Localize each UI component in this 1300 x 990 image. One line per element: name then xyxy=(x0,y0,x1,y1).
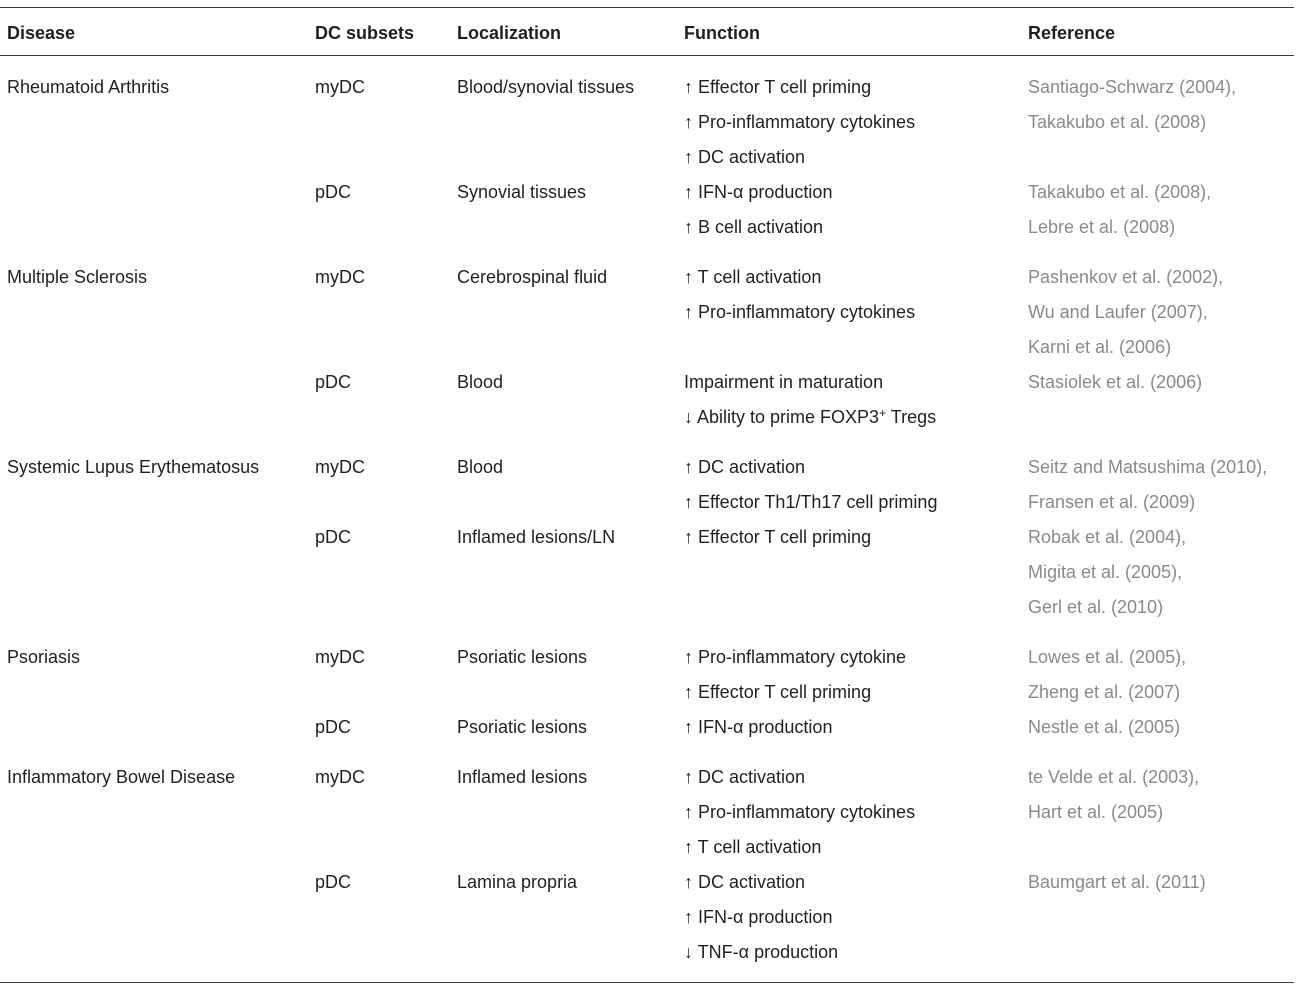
function-item: ↑ Pro-inflammatory cytokine xyxy=(684,647,907,667)
reference-item: Zheng et al. (2007) xyxy=(1028,682,1181,703)
disease-cell: Psoriasis xyxy=(7,647,81,667)
reference-item: Nestle et al. (2005) xyxy=(1028,717,1181,737)
reference-item: Baumgart et al. (2011) xyxy=(1028,872,1206,892)
localization-cell: Psoriatic lesions xyxy=(457,717,588,737)
function-item: ↑ Effector T cell priming xyxy=(684,682,872,703)
dc-subset-cell: myDC xyxy=(315,767,365,787)
localization-cell: Inflamed lesions/LN xyxy=(457,527,616,547)
function-item: ↓ TNF-α production xyxy=(684,942,839,963)
dc-subset-cell: myDC xyxy=(315,267,365,287)
function-item: ↓ Ability to prime FOXP3+ Tregs xyxy=(684,406,937,428)
reference-item: Pashenkov et al. (2002), xyxy=(1028,267,1224,287)
function-item: ↑ B cell activation xyxy=(684,217,824,238)
function-item: ↑ T cell activation xyxy=(684,267,822,287)
reference-item: Stasiolek et al. (2006) xyxy=(1028,372,1203,392)
disease-cell: Multiple Sclerosis xyxy=(7,267,148,287)
function-item: ↑ DC activation xyxy=(684,457,806,477)
header-localization: Localization xyxy=(457,23,562,43)
dc-subset-cell: myDC xyxy=(315,77,365,97)
function-item: ↑ DC activation xyxy=(684,767,806,787)
reference-item: Karni et al. (2006) xyxy=(1028,337,1172,358)
reference-item: Hart et al. (2005) xyxy=(1028,802,1164,823)
localization-cell: Inflamed lesions xyxy=(457,767,588,787)
reference-item: Lebre et al. (2008) xyxy=(1028,217,1176,238)
disease-cell: Systemic Lupus Erythematosus xyxy=(7,457,260,477)
reference-item: te Velde et al. (2003), xyxy=(1028,767,1200,787)
function-item: ↑ Effector T cell priming xyxy=(684,527,872,547)
reference-item: Gerl et al. (2010) xyxy=(1028,597,1164,618)
reference-item: Seitz and Matsushima (2010), xyxy=(1028,457,1268,477)
reference-item: Migita et al. (2005), xyxy=(1028,562,1183,583)
function-item: ↑ IFN-α production xyxy=(684,717,833,737)
dc-subset-cell: pDC xyxy=(315,182,352,202)
reference-item: Santiago-Schwarz (2004), xyxy=(1028,77,1237,97)
localization-cell: Psoriatic lesions xyxy=(457,647,588,667)
reference-item: Takakubo et al. (2008) xyxy=(1028,112,1207,133)
dc-subset-cell: pDC xyxy=(315,872,352,892)
localization-cell: Synovial tissues xyxy=(457,182,587,202)
dc-subset-cell: pDC xyxy=(315,717,352,737)
reference-item: Wu and Laufer (2007), xyxy=(1028,302,1208,323)
localization-cell: Cerebrospinal fluid xyxy=(457,267,608,287)
localization-cell: Blood xyxy=(457,457,504,477)
reference-item: Fransen et al. (2009) xyxy=(1028,492,1196,513)
function-item: ↑ Pro-inflammatory cytokines xyxy=(684,802,916,823)
function-item: ↑ Pro-inflammatory cytokines xyxy=(684,112,916,133)
header-function: Function xyxy=(684,23,760,43)
dc-subset-cell: myDC xyxy=(315,647,365,667)
header-dc-subsets: DC subsets xyxy=(315,23,415,43)
function-item: ↑ Pro-inflammatory cytokines xyxy=(684,302,916,323)
reference-item: Lowes et al. (2005), xyxy=(1028,647,1187,667)
header-disease: Disease xyxy=(7,23,76,43)
localization-cell: Blood/synovial tissues xyxy=(457,77,635,97)
function-item: ↑ Effector Th1/Th17 cell priming xyxy=(684,492,938,513)
function-item: ↑ T cell activation xyxy=(684,837,822,858)
bottom-rule xyxy=(0,982,1294,983)
function-item: ↑ DC activation xyxy=(684,872,806,892)
dc-subset-cell: pDC xyxy=(315,527,352,547)
disease-cell: Rheumatoid Arthritis xyxy=(7,77,170,97)
header-reference: Reference xyxy=(1028,23,1116,43)
function-item: ↑ DC activation xyxy=(684,147,806,168)
localization-cell: Blood xyxy=(457,372,504,392)
header-rule xyxy=(0,55,1294,56)
localization-cell: Lamina propria xyxy=(457,872,578,892)
function-item: ↑ IFN-α production xyxy=(684,182,833,202)
disease-cell: Inflammatory Bowel Disease xyxy=(7,767,236,787)
reference-item: Robak et al. (2004), xyxy=(1028,527,1187,547)
function-item: Impairment in maturation xyxy=(684,372,884,392)
dc-subset-cell: myDC xyxy=(315,457,365,477)
function-item: ↑ Effector T cell priming xyxy=(684,77,872,97)
reference-item: Takakubo et al. (2008), xyxy=(1028,182,1212,202)
top-rule xyxy=(0,7,1294,8)
dc-subset-cell: pDC xyxy=(315,372,352,392)
function-item: ↑ IFN-α production xyxy=(684,907,833,928)
